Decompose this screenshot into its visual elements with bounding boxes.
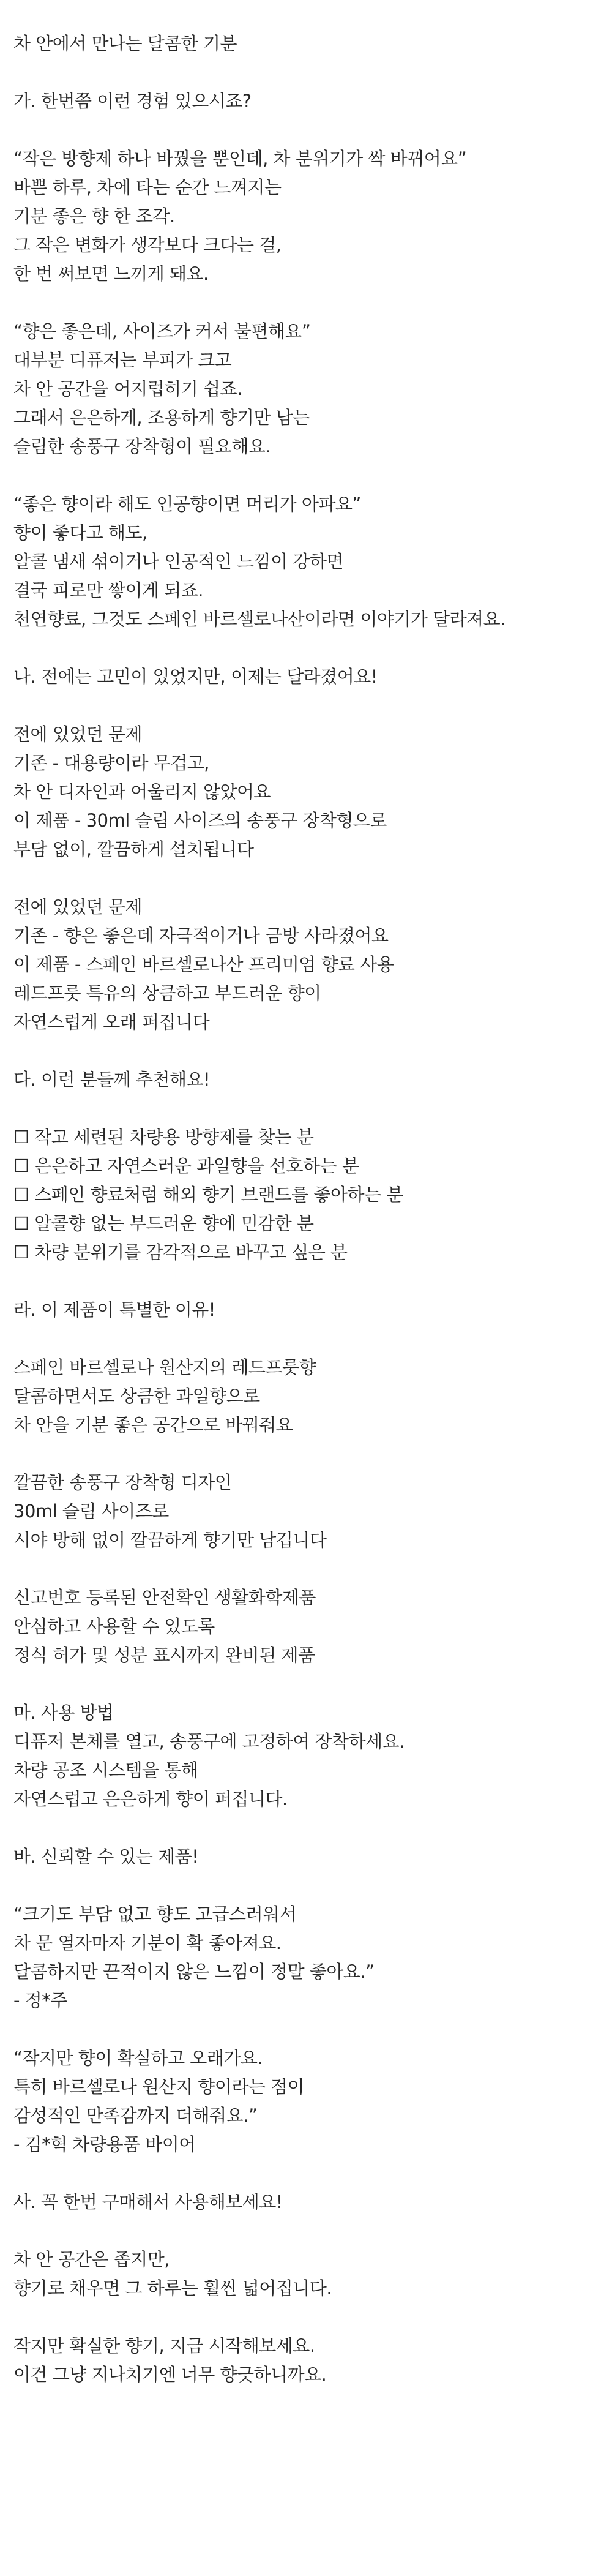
text-line: 다. 이런 분들께 추천해요! (13, 1069, 211, 1090)
text-line: 감성적인 만족감까지 더해줘요.” (13, 2105, 258, 2126)
text-line: 바. 신뢰할 수 있는 제품! (13, 1846, 199, 1867)
page-title (13, 29, 612, 58)
text-line: 작지만 확실한 향기, 지금 시작해보세요. (13, 2335, 315, 2356)
text-line: 전에 있었던 문제 (13, 896, 143, 917)
text-line: 기존 - 향은 좋은데 자극적이거나 금방 사라졌어요 (13, 925, 389, 946)
text-line: “작은 방향제 하나 바꿨을 뿐인데, 차 분위기가 싹 바뀌어요” (13, 148, 467, 169)
text-line: 차 문 열자마자 기분이 확 좋아져요. (13, 1932, 282, 1953)
text-line: 자연스럽게 오래 퍼집니다 (13, 1012, 210, 1032)
paragraph-reason-design (13, 1468, 612, 1555)
recommendation-checklist (13, 1123, 612, 1267)
text-line: 이 제품 - 30ml 슬림 사이즈의 송풍구 장착형으로 (13, 810, 387, 831)
text-line: 천연향료, 그것도 스페인 바르셀로나산이라면 이야기가 달라져요. (13, 609, 506, 629)
text-line: 스페인 바르셀로나 원산지의 레드프룻향 (13, 1357, 316, 1378)
text-line: 차 안 디자인과 어울리지 않았어요 (13, 781, 271, 802)
paragraph-reason-safety (13, 1583, 612, 1670)
text-line: 바쁜 하루, 차에 타는 순간 느껴지는 (13, 177, 282, 198)
text-line: 기존 - 대용량이라 무겁고, (13, 753, 209, 773)
checklist-item: ☐ 작고 세련된 차량용 방향제를 찾는 분 (13, 1127, 314, 1147)
text-line: 대부분 디퓨저는 부피가 크고 (13, 350, 232, 370)
text-line: 안심하고 사용할 수 있도록 (13, 1616, 215, 1637)
paragraph-reason-scent (13, 1353, 612, 1440)
text-line: 30ml 슬림 사이즈로 (13, 1501, 169, 1522)
text-line: 레드프룻 특유의 상큼하고 부드러운 향이 (13, 983, 321, 1004)
section-usage (13, 1699, 612, 1814)
text-line: 특히 바르셀로나 원산지 향이라는 점이 (13, 2076, 305, 2097)
review-1 (13, 1900, 612, 2015)
text-line: 향기로 채우면 그 하루는 훨씬 넓어집니다. (13, 2278, 332, 2299)
section-heading-ra (13, 1296, 612, 1324)
text-line: 신고번호 등록된 안전확인 생활화학제품 (13, 1587, 316, 1608)
review-author: - 정*주 (13, 1990, 67, 2011)
text-line: 차량 공조 시스템을 통해 (13, 1760, 198, 1781)
section-heading-na (13, 663, 612, 691)
text-line: 향이 좋다고 해도, (13, 522, 147, 543)
text-line: 그래서 은은하게, 조용하게 향기만 남는 (13, 407, 310, 428)
text-line: 깔끔한 송풍구 장착형 디자인 (13, 1472, 232, 1493)
text-line: 알콜 냄새 섞이거나 인공적인 느낌이 강하면 (13, 551, 343, 572)
text-line: “향은 좋은데, 사이즈가 커서 불편해요” (13, 321, 311, 342)
text-line: 차 안에서 만나는 달콤한 기분 (13, 33, 237, 54)
section-heading-sa (13, 2188, 612, 2217)
text-line: 달콤하면서도 상큼한 과일향으로 (13, 1386, 260, 1406)
section-heading-ga (13, 87, 612, 116)
text-line: 가. 한번쯤 이런 경험 있으시죠? (13, 91, 252, 111)
text-line: 시야 방해 없이 깔끔하게 향기만 남깁니다 (13, 1530, 327, 1550)
paragraph-problem-scent (13, 893, 612, 1037)
text-line: 차 안을 기분 좋은 공간으로 바꿔줘요 (13, 1414, 293, 1435)
review-2 (13, 2044, 612, 2159)
text-line: 마. 사용 방법 (13, 1702, 114, 1723)
section-heading-ba (13, 1842, 612, 1871)
paragraph-small-change (13, 145, 612, 288)
paragraph-closing-start (13, 2332, 612, 2389)
paragraph-size-issue (13, 317, 612, 461)
section-heading-da (13, 1065, 612, 1094)
text-line: 정식 허가 및 성분 표시까지 완비된 제품 (13, 1645, 315, 1665)
text-line: 기분 좋은 향 한 조각. (13, 206, 175, 227)
checklist-item: ☐ 은은하고 자연스러운 과일향을 선호하는 분 (13, 1155, 359, 1176)
text-line: 자연스럽고 은은하게 향이 퍼집니다. (13, 1789, 288, 1809)
text-line: 이건 그냥 지나치기엔 너무 향긋하니까요. (13, 2364, 327, 2385)
text-line: 한 번 써보면 느끼게 돼요. (13, 263, 209, 284)
text-line: 차 안 공간은 좁지만, (13, 2249, 170, 2270)
text-line: “좋은 향이라 해도 인공향이면 머리가 아파요” (13, 494, 361, 514)
checklist-item: ☐ 알콜향 없는 부드러운 향에 민감한 분 (13, 1213, 314, 1234)
review-author: - 김*혁 차량용품 바이어 (13, 2134, 196, 2155)
text-line: 달콤하지만 끈적이지 않은 느낌이 정말 좋아요.” (13, 1961, 375, 1982)
checklist-item: ☐ 스페인 향료처럼 해외 향기 브랜드를 좋아하는 분 (13, 1184, 403, 1205)
text-line: 슬림한 송풍구 장착형이 필요해요. (13, 436, 271, 457)
paragraph-problem-size (13, 720, 612, 864)
text-line: “크기도 부담 없고 향도 고급스러워서 (13, 1904, 297, 1924)
text-line: 결국 피로만 쌓이게 되죠. (13, 580, 204, 601)
text-line: 부담 없이, 깔끔하게 설치됩니다 (13, 839, 254, 860)
text-line: 차 안 공간을 어지럽히기 쉽죠. (13, 378, 242, 399)
text-line: 그 작은 변화가 생각보다 크다는 걸, (13, 235, 282, 255)
text-line: 라. 이 제품이 특별한 이유! (13, 1299, 215, 1320)
paragraph-closing-space (13, 2245, 612, 2303)
paragraph-artificial-scent (13, 490, 612, 634)
text-line: 디퓨저 본체를 열고, 송풍구에 고정하여 장착하세요. (13, 1731, 405, 1752)
text-line: 나. 전에는 고민이 있었지만, 이제는 달라졌어요! (13, 666, 378, 687)
checklist-item: ☐ 차량 분위기를 감각적으로 바꾸고 싶은 분 (13, 1242, 348, 1263)
text-line: 전에 있었던 문제 (13, 724, 143, 745)
text-line: “작지만 향이 확실하고 오래가요. (13, 2048, 263, 2068)
text-line: 이 제품 - 스페인 바르셀로나산 프리미엄 향료 사용 (13, 954, 394, 975)
text-line: 사. 꼭 한번 구매해서 사용해보세요! (13, 2191, 283, 2212)
